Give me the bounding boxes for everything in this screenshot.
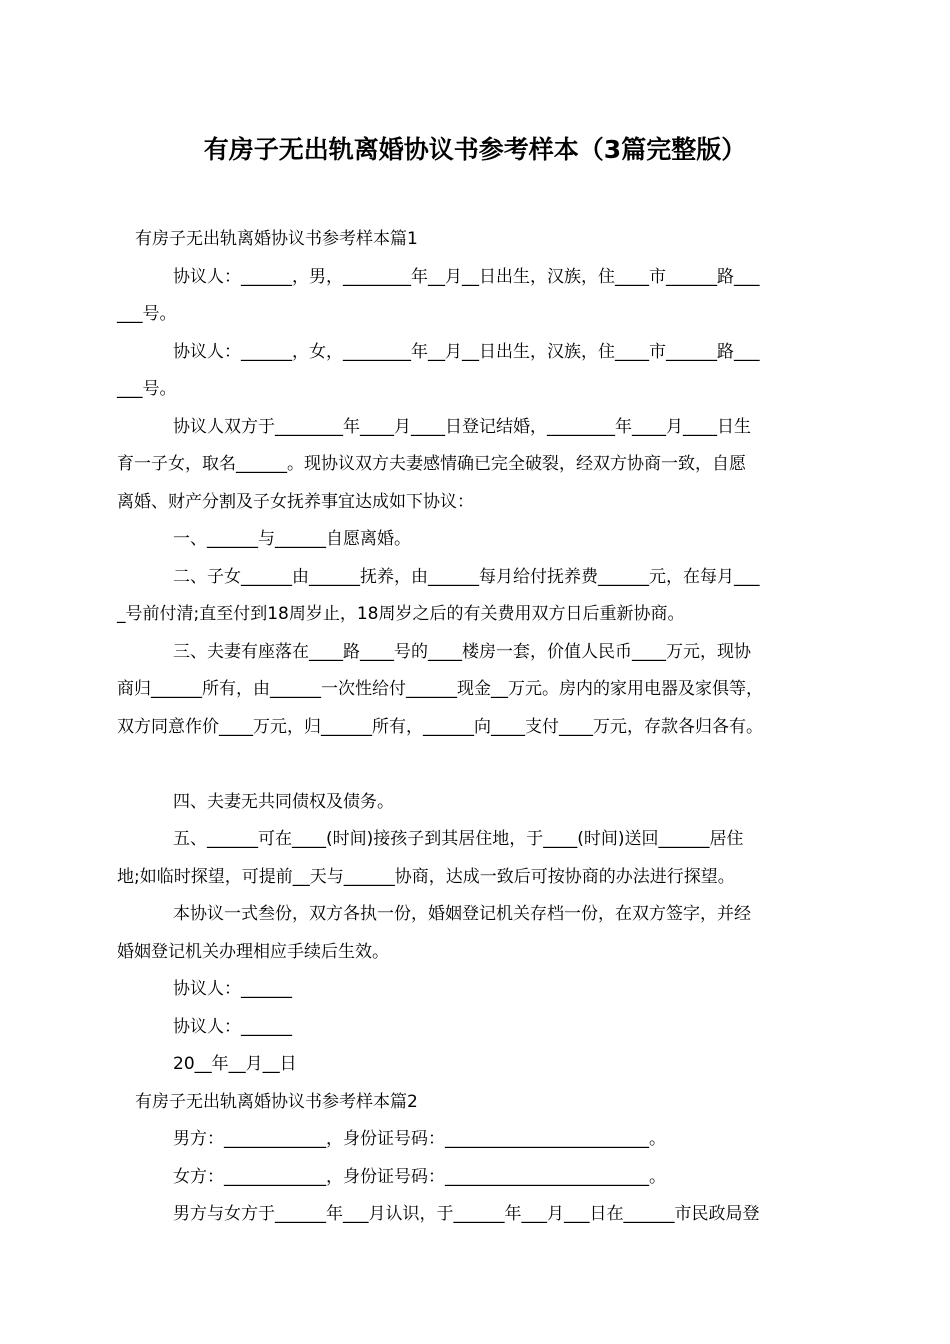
blank-line xyxy=(117,746,857,784)
document-body xyxy=(117,221,857,1234)
party-line: 协议人：______，男，________年__月__日出生，汉族，住____市______路___ xyxy=(173,266,760,287)
intro-paragraph-line: 育一子女，取名______。现协议双方夫妻感情确已完全破裂，经双方协商一致，自愿 xyxy=(117,454,746,474)
signature-line: 协议人：______ xyxy=(173,1016,292,1037)
party-line: 协议人：______，女，________年__月__日出生，汉族，住____市______路___ xyxy=(173,341,760,362)
female-party-line: 女方：____________，身份证号码：________________________。 xyxy=(173,1166,666,1187)
intro-paragraph-line: 协议人双方于________年____月____日登记结婚，________年____月____日生 xyxy=(173,416,751,437)
clause-2-line: 二、子女______由______抚养，由______每月给付抚养费______元，在每月___ xyxy=(173,566,760,587)
signature-line: 协议人：______ xyxy=(173,979,292,999)
clause-2-line: _号前付清;直至付到18周岁止，18周岁之后的有关费用双方日后重新协商。 xyxy=(117,604,685,624)
closing-line: 本协议一式叁份，双方各执一份，婚姻登记机关存档一份，在双方签字，并经 xyxy=(173,904,751,924)
closing-line: 婚姻登记机关办理相应手续后生效。 xyxy=(117,941,389,962)
clause-3-line: 双方同意作价____万元，归______所有，______向____支付____万元，存款各归各有。 xyxy=(117,716,763,737)
document-title: 有房子无出轨离婚协议书参考样本（3篇完整版） xyxy=(203,135,747,164)
section-heading: 有房子无出轨离婚协议书参考样本篇1 xyxy=(135,229,418,249)
date-line: 20__年__月__日 xyxy=(173,1054,297,1074)
intro-paragraph-line: 离婚、财产分割及子女抚养事宜达成如下协议： xyxy=(117,491,474,512)
clause-1: 一、______与______自愿离婚。 xyxy=(173,529,411,549)
party-line-continued: ___号。 xyxy=(117,304,177,324)
male-party-line: 男方：____________，身份证号码：________________________。 xyxy=(173,1129,666,1149)
party-line-continued: ___号。 xyxy=(117,379,177,399)
clause-3-line: 三、夫妻有座落在____路____号的____楼房一套，价值人民币____万元，现协 xyxy=(173,641,751,662)
intro-paragraph-line: 男方与女方于______年___月认识，于______年___月___日在______市民政局登 xyxy=(173,1204,760,1224)
clause-3-line: 商归______所有，由______一次性给付______现金__万元。房内的家用电器及家俱等， xyxy=(117,679,763,699)
section-heading: 有房子无出轨离婚协议书参考样本篇2 xyxy=(135,1091,418,1112)
clause-5-line: 地;如临时探望，可提前__天与______协商，达成一致后可按协商的办法进行探望。 xyxy=(117,866,735,887)
clause-4: 四、夫妻无共同债权及债务。 xyxy=(173,791,394,812)
clause-5-line: 五、______可在____(时间)接孩子到其居住地，于____(时间)送回______居住 xyxy=(173,829,744,849)
